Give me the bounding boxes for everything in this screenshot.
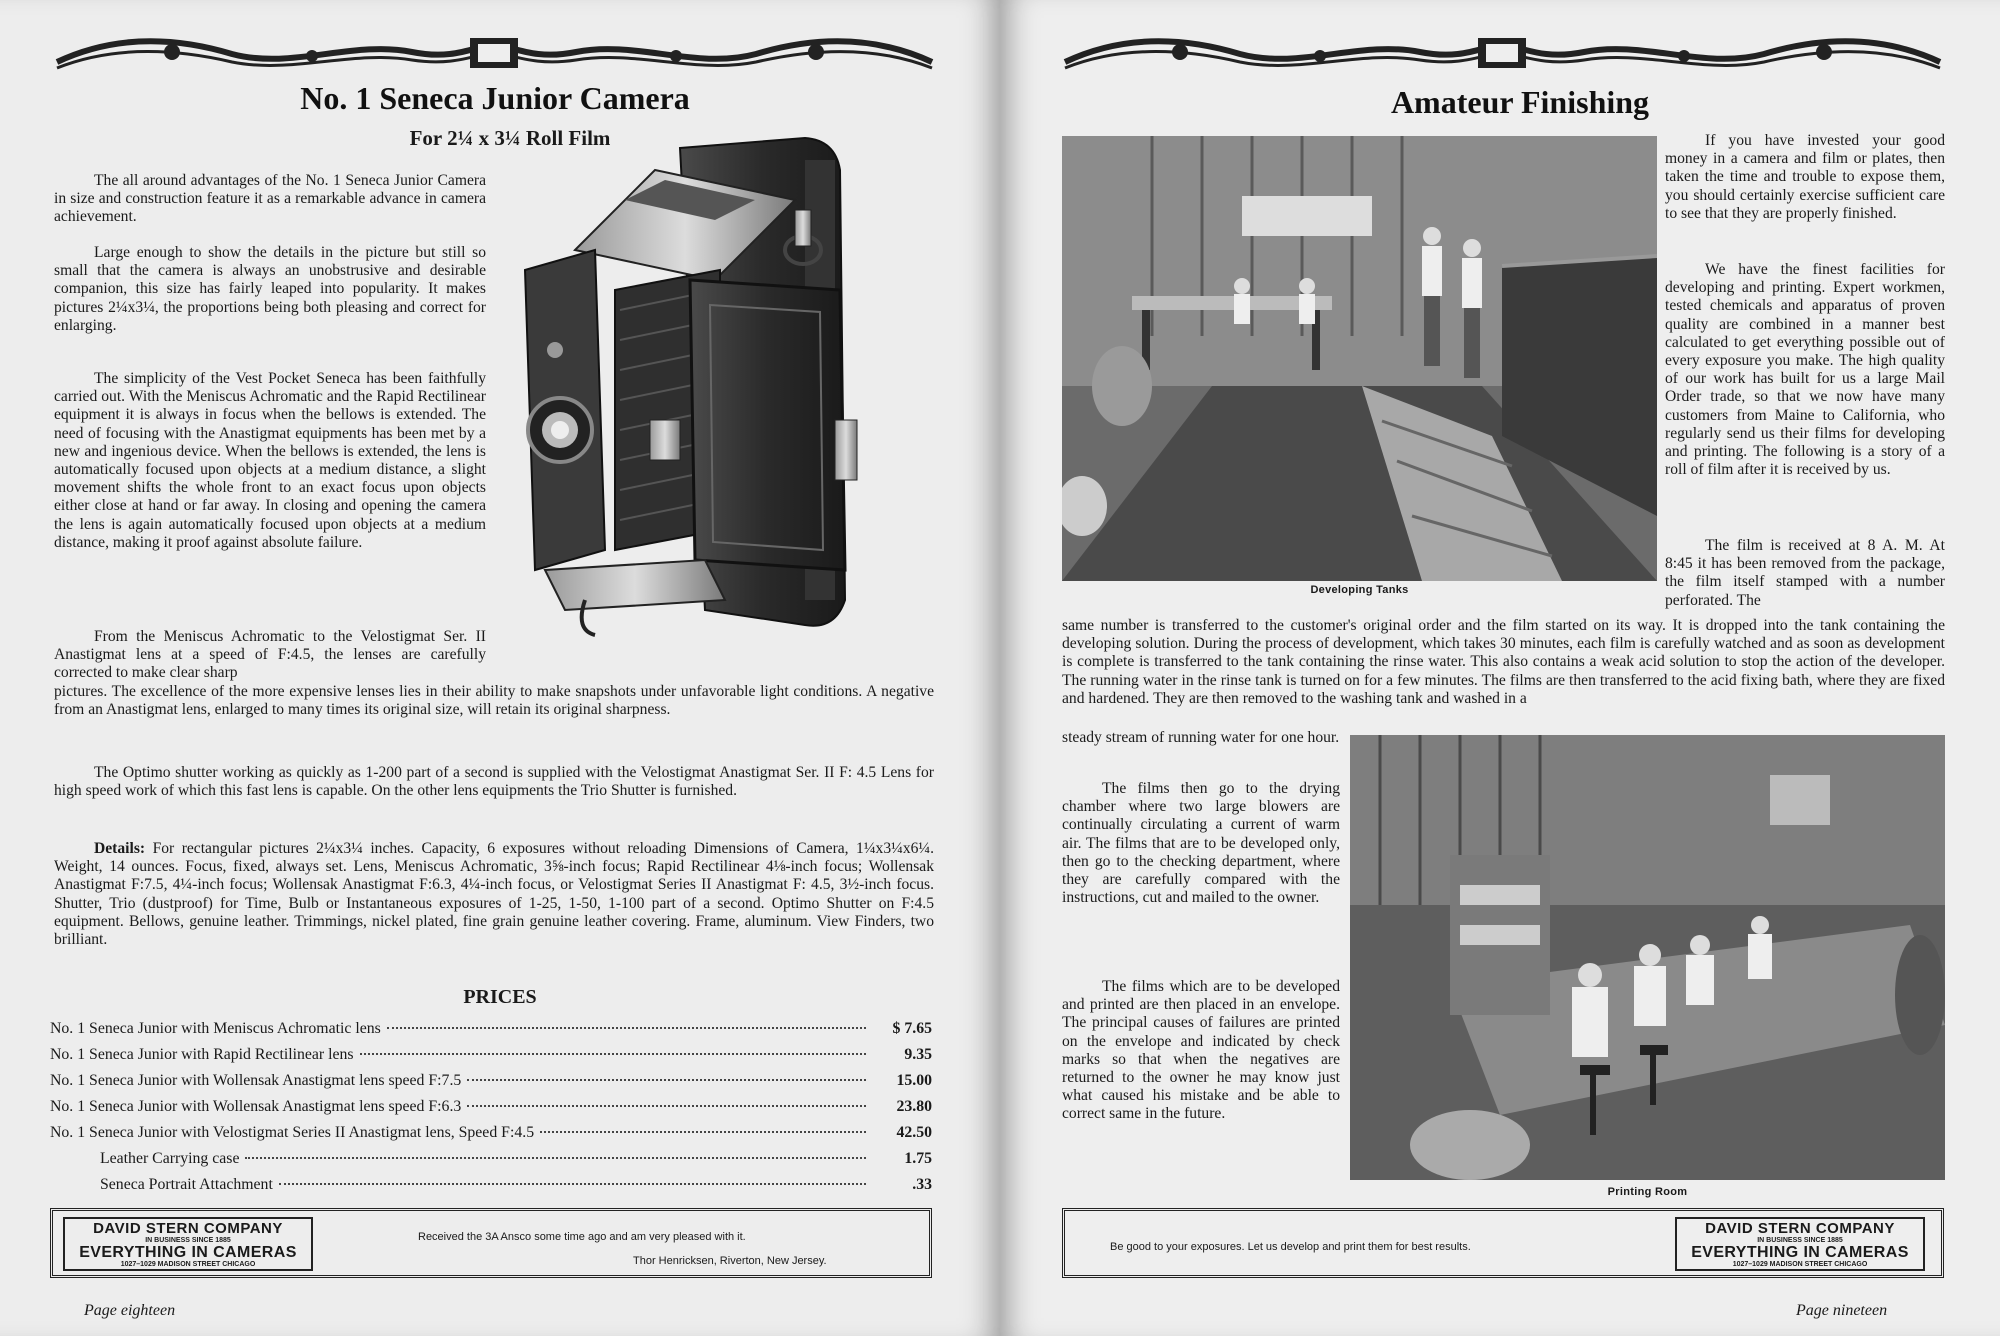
facilities-paragraph: We have the finest facilities for developing and printing. Expert workmen, tested chemicals and apparatus of proven quality are combined in a manner best calculated to get everything possible out of every exposure you make. The high quality of our work has built for us a large Mail Order trade, so that we now have many customers from Maine to California, who regularly send us their films for developing and printing. The following is a story of a roll of film after it is received by us. [1665, 261, 1945, 479]
details-text: For rectangular pictures 2¼x3¼ inches. Capacity, 6 exposures without reloading Dimensions of Camera, 1¼x3¼x6¼. Weight, 14 ounces. Focus, fixed, always set. Lens, Meniscus Achromatic, 3⅝-inch focus; Rapid Rectilinear 4⅛-inch focus; Wollensak Anastigmat F:7.5, 4¼-inch focus; Wollensak Anastigmat F:6.3, 4¼-inch focus, or Velostigmat Series II Anastigmat F: 4.5, 3½-inch focus. Shutter, Trio (dustproof) for Time, Bulb or Instantaneous exposures of 1-25, 1-50, 1-100 part of a second. Optimo Shutter on F:4.5 equipment. Bellows, genuine leather. Trimmings, nickel plated, fine grain genuine leather covering. Frame, aluminum. View Finders, two brilliant. [54, 840, 935, 949]
testimonial-attribution: Thor Henricksen, Riverton, New Jersey. [633, 1255, 827, 1267]
developing-tanks-caption: Developing Tanks [1310, 584, 1409, 596]
footer-banner [1062, 1208, 1944, 1278]
details-label: Details: [94, 840, 146, 857]
details-paragraph [54, 840, 934, 949]
price-row: No. 1 Seneca Junior with Wollensak Anastigmat lens speed F:6.3 23.80 [50, 1098, 932, 1115]
price-row: No. 1 Seneca Junior with Velostigmat Series II Anastigmat lens, Speed F:4.5 42.50 [50, 1124, 932, 1141]
printing-paragraph: The films which are to be developed and printed are then placed in an envelope. The principal causes of failures are printed on the envelope and indicated by check marks so that when the negatives are returned to the owner he may know just what caused his mistake and be able to correct same in the future. [1062, 978, 1340, 1123]
price-row: No. 1 Seneca Junior with Wollensak Anastigmat lens speed F:7.5 15.00 [50, 1072, 932, 1089]
company-logo: DAVID STERN COMPANY IN BUSINESS SINCE 1885 EVERYTHING IN CAMERAS 1027–1029 MADISON STREET CHICAGO [1675, 1217, 1925, 1271]
header-ornament [1060, 34, 1945, 74]
prices-heading: PRICES [463, 986, 537, 1008]
price-row: Seneca Portrait Attachment .33 [100, 1176, 932, 1193]
page-title: Amateur Finishing [1390, 84, 1650, 120]
film-process-paragraph-middle: same number is transferred to the customer's original order and the film started on its way. It is dropped into the tank containing the developing solution. During the process of development, which takes 30 minutes, each film is carefully watched and as soon as development is complete is transferred to the tank containing the rinse water. This also contains a weak acid solution to stop the action of the developer. The running water in the rinse tank is turned on for a few minutes. The films are then transferred to the acid fixing bath, where they are fixed and hardened. They are then removed to the washing tank and washed in a [1062, 617, 1945, 707]
printing-room-caption: Printing Room [1607, 1186, 1688, 1198]
camera-illustration [505, 130, 935, 640]
price-row: No. 1 Seneca Junior with Rapid Rectilinear lens 9.35 [50, 1046, 932, 1063]
lens-paragraph-end: pictures. The excellence of the more expensive lenses lies in their ability to make snapshots under unfavorable light conditions. A negative from an Anastigmat lens, enlarged to many times its original size, will retain its original sharpness. [54, 683, 934, 719]
page-number: Page nineteen [1796, 1302, 1888, 1319]
page-number: Page eighteen [84, 1302, 176, 1319]
shutter-paragraph: The Optimo shutter working as quickly as 1-200 part of a second is supplied with the Velostigmat Anastigmat Ser. II F: 4.5 Lens for high speed work of which this fast lens is capable. On the other lens equipments the Trio Shutter is furnished. [54, 764, 934, 800]
developing-tanks-photo [1062, 136, 1657, 581]
drying-paragraph: The films then go to the drying chamber where two large blowers are continually circulating a current of warm air. The films that are to be developed only, then go to the checking department, where they are carefully compared with the instructions, cut and mailed to the owner. [1062, 780, 1340, 907]
printing-room-photo [1350, 735, 1945, 1180]
price-row: No. 1 Seneca Junior with Meniscus Achromatic lens $ 7.65 [50, 1020, 932, 1037]
film-process-paragraph-start: The film is received at 8 A. M. At 8:45 it has been removed from the package, the film itself stamped with a number perforated. The [1665, 537, 1945, 609]
film-process-paragraph-end: steady stream of running water for one hour. [1062, 729, 1340, 746]
footer-message: Be good to your exposures. Let us develop and print them for best results. [1110, 1241, 1471, 1253]
testimonial: Received the 3A Ansco some time ago and am very pleased with it. [418, 1231, 746, 1243]
header-ornament [52, 34, 937, 74]
footer-banner [50, 1208, 932, 1278]
intro-paragraph: The all around advantages of the No. 1 Seneca Junior Camera in size and construction feature it as a remarkable advance in camera achievement. [54, 172, 486, 226]
page-title: No. 1 Seneca Junior Camera [300, 80, 690, 116]
right-page [1000, 0, 2000, 1336]
company-logo: DAVID STERN COMPANY IN BUSINESS SINCE 1885 EVERYTHING IN CAMERAS 1027–1029 MADISON STREET CHICAGO [63, 1217, 313, 1271]
intro-paragraph: If you have invested your good money in a camera and film or plates, then taken the time and trouble to expose them, you should certainly exercise sufficient care to see that they are properly finished. [1665, 132, 1945, 222]
size-paragraph: Large enough to show the details in the picture but still so small that the camera is always an unobstrusive and desirable companion, this size has fairly leaped into popularity. It makes pictures 2¼x3¼, the proportions being both pleasing and correct for enlarging. [54, 244, 486, 334]
lens-paragraph-start: From the Meniscus Achromatic to the Velostigmat Ser. II Anastigmat lens at a speed of F:4.5, the lenses are carefully corrected to make clear sharp [54, 628, 486, 682]
price-row: Leather Carrying case 1.75 [100, 1150, 932, 1167]
page-subtitle: For 2¼ x 3¼ Roll Film [409, 126, 611, 150]
simplicity-paragraph: The simplicity of the Vest Pocket Seneca has been faithfully carried out. With the Meniscus Achromatic and the Rapid Rectilinear equipment it is always in focus when the bellows is extended. The need of focusing with the Anastigmat equipments has been met by a new and ingenious device. When the bellows is extended, the lens is automatically focused upon objects at a medium distance, a slight movement shifts the whole front to an exact focus upon objects either close at hand or far away. In closing and opening the camera the lens is again automatically focused upon objects at a medium distance, making it proof against absolute failure. [54, 370, 486, 551]
